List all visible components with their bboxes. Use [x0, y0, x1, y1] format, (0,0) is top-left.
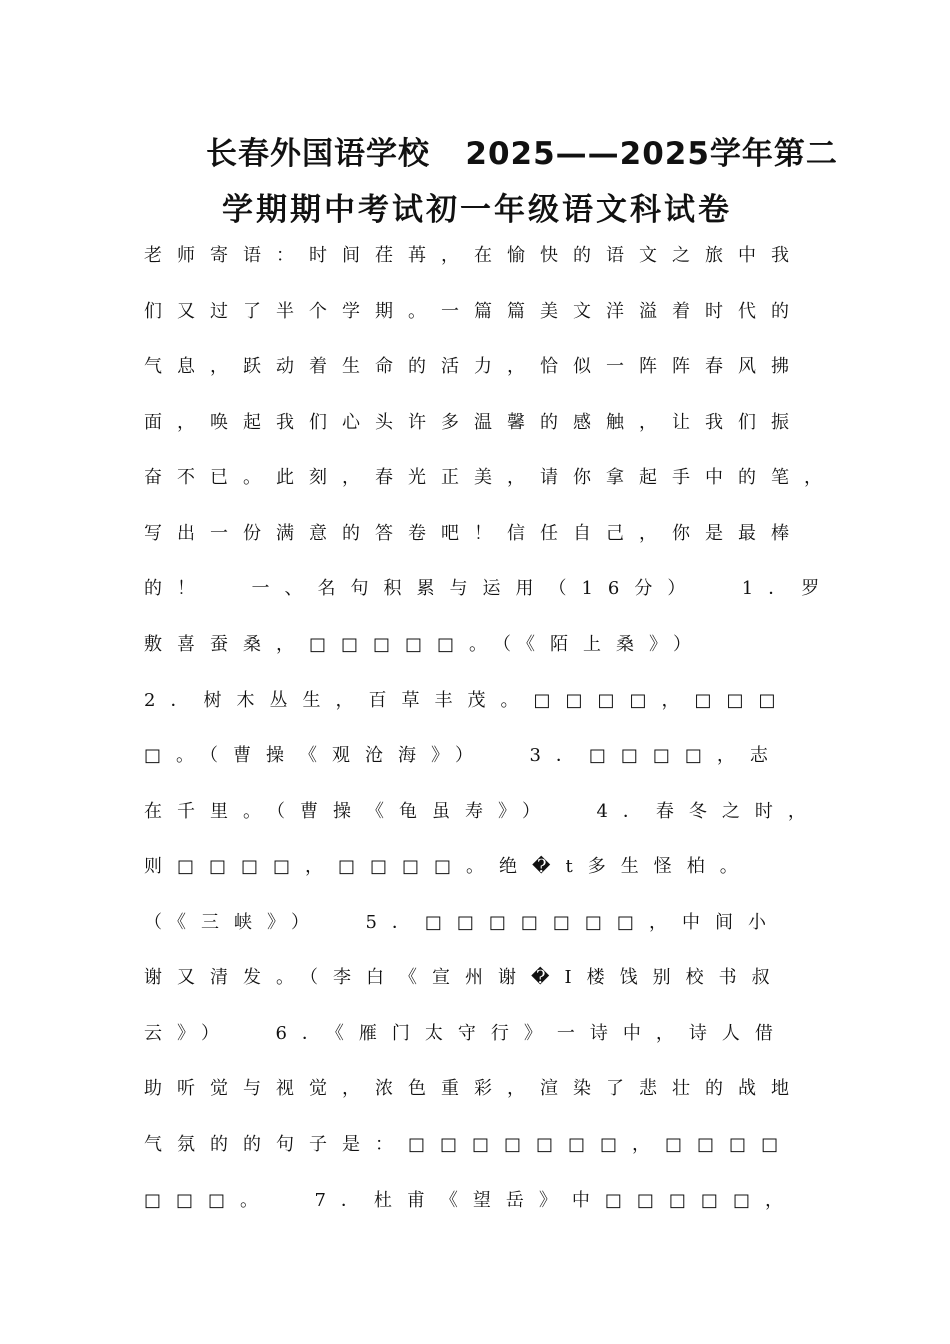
body-text-line: 谢又清发。（李白《宣州谢�I楼饯别校书叔	[144, 967, 785, 988]
body-text-line: 云》） 6．《雁门太守行》一诗中，诗人借	[144, 1023, 788, 1044]
body-text-line: 助听觉与视觉，浓色重彩，渲染了悲壮的战地	[144, 1078, 804, 1099]
exam-title-line-1: 长春外国语学校 2025——2025学年第二	[206, 136, 838, 172]
body-text-line: 在千里。（曹操《龟虽寿》） 4．春冬之时，	[144, 801, 821, 822]
body-text-line: 气氛的的句子是：□□□□□□□，□□□□	[144, 1134, 794, 1155]
body-text-line: 写出一份满意的答卷吧！信任自己，你是最棒	[144, 523, 804, 544]
body-text-line: 2．树木丛生，百草丰茂。□□□□，□□□	[144, 690, 791, 711]
body-text-line: □。（曹操《观沧海》） 3．□□□□，志	[144, 745, 783, 766]
exam-title-line-2: 学期期中考试初一年级语文科试卷	[222, 192, 732, 228]
body-text-line: 老师寄语：时间荏苒，在愉快的语文之旅中我	[144, 245, 804, 266]
body-text-line: （《三峡》） 5．□□□□□□□，中间小	[144, 912, 781, 933]
body-text-line: 的！ 一、名句积累与运用（16分） 1．罗	[144, 578, 835, 599]
body-text-line: 们又过了半个学期。一篇篇美文洋溢着时代的	[144, 301, 804, 322]
body-text-line: 气息，跃动着生命的活力，恰似一阵阵春风拂	[144, 356, 804, 377]
body-text-line: 敷喜蚕桑，□□□□□。（《陌上桑》）	[144, 634, 707, 655]
body-text-line: 面，唤起我们心头许多温馨的感触，让我们振	[144, 412, 804, 433]
body-text-line: 奋不已。此刻，春光正美，请你拿起手中的笔，	[144, 467, 837, 488]
body-text-line: □□□。 7．杜甫《望岳》中□□□□□，	[144, 1190, 798, 1211]
body-text-line: 则□□□□，□□□□。绝�t多生怪柏。	[144, 856, 753, 877]
